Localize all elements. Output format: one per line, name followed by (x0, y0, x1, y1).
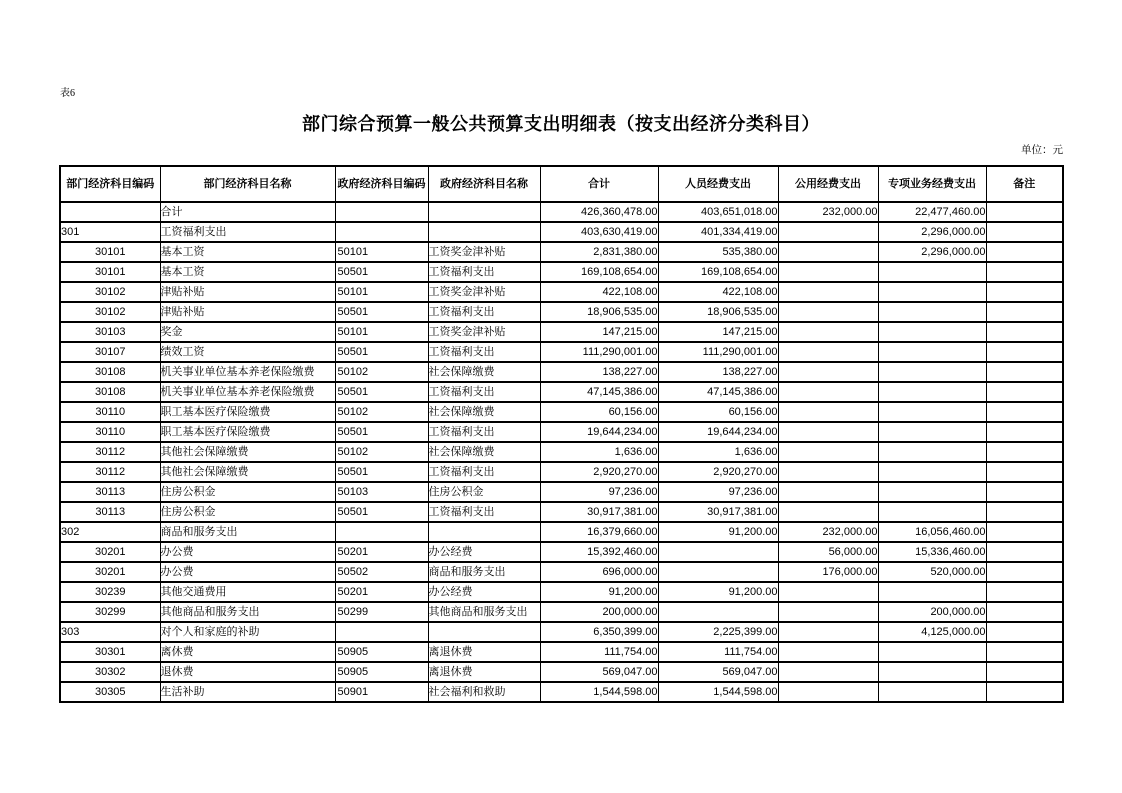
table-cell (986, 562, 1063, 582)
table-cell: 50299 (335, 602, 428, 622)
table-row (60, 382, 1063, 402)
table-cell (778, 322, 878, 342)
table-cell: 30113 (60, 502, 160, 522)
table-cell: 4,125,000.00 (878, 622, 986, 642)
table-cell (335, 222, 428, 242)
table-cell (778, 302, 878, 322)
table-cell: 津贴补贴 (160, 282, 335, 302)
table-cell (878, 662, 986, 682)
table-cell (986, 662, 1063, 682)
table-cell: 696,000.00 (540, 562, 658, 582)
table-cell: 147,215.00 (658, 322, 778, 342)
table-cell: 1,636.00 (658, 442, 778, 462)
column-header: 部门经济科目编码 (60, 166, 160, 202)
table-cell (335, 622, 428, 642)
table-cell (878, 462, 986, 482)
table-row (60, 502, 1063, 522)
table-cell (658, 542, 778, 562)
table-cell: 合计 (160, 202, 335, 222)
table-cell: 1,636.00 (540, 442, 658, 462)
table-cell (878, 262, 986, 282)
table-cell (986, 422, 1063, 442)
table-cell (778, 262, 878, 282)
table-cell: 离退休费 (428, 662, 540, 682)
table-cell (658, 562, 778, 582)
table-cell: 绩效工资 (160, 342, 335, 362)
table-cell: 22,477,460.00 (878, 202, 986, 222)
table-cell: 422,108.00 (658, 282, 778, 302)
table-cell: 30103 (60, 322, 160, 342)
table-cell: 2,831,380.00 (540, 242, 658, 262)
table-cell: 其他商品和服务支出 (428, 602, 540, 622)
table-cell: 商品和服务支出 (428, 562, 540, 582)
table-row (60, 682, 1063, 702)
table-cell: 169,108,654.00 (658, 262, 778, 282)
table-cell: 30239 (60, 582, 160, 602)
table-cell: 1,544,598.00 (540, 682, 658, 702)
table-cell: 303 (60, 622, 160, 642)
table-cell: 91,200.00 (658, 582, 778, 602)
table-cell: 422,108.00 (540, 282, 658, 302)
table-cell: 18,906,535.00 (540, 302, 658, 322)
table-cell: 47,145,386.00 (658, 382, 778, 402)
table-cell: 6,350,399.00 (540, 622, 658, 642)
table-cell: 50201 (335, 582, 428, 602)
table-cell: 2,225,399.00 (658, 622, 778, 642)
table-row (60, 362, 1063, 382)
table-cell: 基本工资 (160, 242, 335, 262)
table-cell: 30112 (60, 462, 160, 482)
table-cell (986, 442, 1063, 462)
table-cell (986, 382, 1063, 402)
table-cell: 97,236.00 (540, 482, 658, 502)
column-header: 部门经济科目名称 (160, 166, 335, 202)
table-cell: 401,334,419.00 (658, 222, 778, 242)
table-cell (428, 622, 540, 642)
table-cell (986, 302, 1063, 322)
table-row (60, 482, 1063, 502)
table-cell: 30107 (60, 342, 160, 362)
table-row (60, 582, 1063, 602)
table-cell: 退休费 (160, 662, 335, 682)
table-row (60, 222, 1063, 242)
table-cell: 50201 (335, 542, 428, 562)
table-row (60, 282, 1063, 302)
table-cell (778, 442, 878, 462)
table-cell (778, 662, 878, 682)
table-cell: 基本工资 (160, 262, 335, 282)
table-cell (986, 522, 1063, 542)
table-cell: 其他社会保障缴费 (160, 462, 335, 482)
table-cell: 2,296,000.00 (878, 242, 986, 262)
table-cell (986, 322, 1063, 342)
table-cell: 30301 (60, 642, 160, 662)
table-cell: 工资奖金津补贴 (428, 322, 540, 342)
table-cell: 302 (60, 522, 160, 542)
table-cell: 其他社会保障缴费 (160, 442, 335, 462)
table-cell: 91,200.00 (658, 522, 778, 542)
table-cell: 50101 (335, 242, 428, 262)
unit-note: 单位：元 (1021, 145, 1063, 156)
table-cell: 工资福利支出 (428, 382, 540, 402)
table-cell: 住房公积金 (160, 502, 335, 522)
table-cell: 50501 (335, 462, 428, 482)
table-cell: 520,000.00 (878, 562, 986, 582)
table-row (60, 442, 1063, 462)
table-cell: 职工基本医疗保险缴费 (160, 422, 335, 442)
table-cell: 办公经费 (428, 542, 540, 562)
table-cell: 工资奖金津补贴 (428, 282, 540, 302)
table-row (60, 662, 1063, 682)
table-cell: 176,000.00 (778, 562, 878, 582)
table-cell: 社会保障缴费 (428, 362, 540, 382)
header-row (60, 166, 1063, 202)
column-header: 政府经济科目名称 (428, 166, 540, 202)
table-cell: 50501 (335, 422, 428, 442)
table-cell: 30108 (60, 382, 160, 402)
table-cell (986, 582, 1063, 602)
table-cell: 50102 (335, 442, 428, 462)
table-cell (986, 242, 1063, 262)
table-row (60, 522, 1063, 542)
table-cell: 569,047.00 (658, 662, 778, 682)
table-cell: 18,906,535.00 (658, 302, 778, 322)
table-cell: 离休费 (160, 642, 335, 662)
table-cell (986, 682, 1063, 702)
column-header: 政府经济科目编码 (335, 166, 428, 202)
table-cell: 111,754.00 (658, 642, 778, 662)
table-cell: 60,156.00 (540, 402, 658, 422)
table-cell: 30,917,381.00 (658, 502, 778, 522)
table-cell: 职工基本医疗保险缴费 (160, 402, 335, 422)
table-cell (986, 462, 1063, 482)
table-cell: 50103 (335, 482, 428, 502)
table-cell: 社会保障缴费 (428, 402, 540, 422)
table-cell (878, 502, 986, 522)
table-cell (778, 402, 878, 422)
table-cell: 工资福利支出 (428, 502, 540, 522)
table-cell: 111,290,001.00 (658, 342, 778, 362)
table-cell (778, 482, 878, 502)
table-cell (878, 302, 986, 322)
table-cell (658, 602, 778, 622)
table-cell: 30108 (60, 362, 160, 382)
table-cell (986, 602, 1063, 622)
table-cell: 30113 (60, 482, 160, 502)
column-header: 公用经费支出 (778, 166, 878, 202)
table-cell: 50101 (335, 282, 428, 302)
table-cell: 232,000.00 (778, 202, 878, 222)
table-cell (778, 682, 878, 702)
table-row (60, 422, 1063, 442)
table-cell (778, 282, 878, 302)
table-cell: 19,644,234.00 (658, 422, 778, 442)
table-cell (335, 522, 428, 542)
table-cell: 社会保障缴费 (428, 442, 540, 462)
table-cell (878, 362, 986, 382)
table-cell: 30201 (60, 562, 160, 582)
table-cell: 办公费 (160, 562, 335, 582)
table-row (60, 622, 1063, 642)
table-cell (986, 282, 1063, 302)
table-cell (778, 462, 878, 482)
table-cell (778, 622, 878, 642)
table-cell: 对个人和家庭的补助 (160, 622, 335, 642)
table-cell (778, 222, 878, 242)
table-cell: 50501 (335, 302, 428, 322)
table-cell: 30,917,381.00 (540, 502, 658, 522)
table-cell: 97,236.00 (658, 482, 778, 502)
table-cell: 111,290,001.00 (540, 342, 658, 362)
table-cell (986, 622, 1063, 642)
table-cell: 50101 (335, 322, 428, 342)
table-row (60, 242, 1063, 262)
table-cell: 138,227.00 (658, 362, 778, 382)
table-cell: 91,200.00 (540, 582, 658, 602)
table-cell (878, 682, 986, 702)
table-cell: 住房公积金 (160, 482, 335, 502)
budget-table (59, 165, 1064, 703)
table-row (60, 302, 1063, 322)
table-cell: 30102 (60, 302, 160, 322)
table-cell (986, 482, 1063, 502)
table-cell: 50901 (335, 682, 428, 702)
table-cell: 47,145,386.00 (540, 382, 658, 402)
table-cell: 15,336,460.00 (878, 542, 986, 562)
table-cell: 50102 (335, 362, 428, 382)
table-cell: 工资福利支出 (160, 222, 335, 242)
table-cell: 50905 (335, 662, 428, 682)
table-cell: 30112 (60, 442, 160, 462)
table-row (60, 342, 1063, 362)
table-cell (986, 502, 1063, 522)
table-cell: 奖金 (160, 322, 335, 342)
table-cell: 147,215.00 (540, 322, 658, 342)
table-cell (878, 382, 986, 402)
table-cell: 30305 (60, 682, 160, 702)
table-cell: 社会福利和救助 (428, 682, 540, 702)
table-cell: 30102 (60, 282, 160, 302)
table-cell: 50501 (335, 502, 428, 522)
table-cell: 15,392,460.00 (540, 542, 658, 562)
table-cell: 2,920,270.00 (658, 462, 778, 482)
table-cell (878, 282, 986, 302)
table-cell (878, 482, 986, 502)
table-cell (986, 362, 1063, 382)
table-cell: 169,108,654.00 (540, 262, 658, 282)
table-cell: 工资福利支出 (428, 342, 540, 362)
table-cell (60, 202, 160, 222)
table-cell: 工资福利支出 (428, 422, 540, 442)
table-cell: 30101 (60, 242, 160, 262)
table-cell: 30101 (60, 262, 160, 282)
table-row (60, 562, 1063, 582)
table-cell: 商品和服务支出 (160, 522, 335, 542)
table-cell: 232,000.00 (778, 522, 878, 542)
table-cell: 138,227.00 (540, 362, 658, 382)
table-cell: 工资福利支出 (428, 262, 540, 282)
table-cell (986, 342, 1063, 362)
table-cell: 30201 (60, 542, 160, 562)
table-cell: 工资福利支出 (428, 462, 540, 482)
table-cell: 津贴补贴 (160, 302, 335, 322)
table-cell: 301 (60, 222, 160, 242)
table-cell (778, 502, 878, 522)
table-cell: 403,651,018.00 (658, 202, 778, 222)
table-cell: 56,000.00 (778, 542, 878, 562)
table-cell: 办公费 (160, 542, 335, 562)
table-cell: 工资奖金津补贴 (428, 242, 540, 262)
table-cell: 机关事业单位基本养老保险缴费 (160, 362, 335, 382)
table-cell (778, 382, 878, 402)
table-cell (986, 262, 1063, 282)
table-cell: 426,360,478.00 (540, 202, 658, 222)
column-header: 专项业务经费支出 (878, 166, 986, 202)
table-cell: 535,380.00 (658, 242, 778, 262)
table-cell: 住房公积金 (428, 482, 540, 502)
table-cell: 200,000.00 (878, 602, 986, 622)
table-cell (428, 202, 540, 222)
table-cell: 2,920,270.00 (540, 462, 658, 482)
table-cell (878, 642, 986, 662)
table-cell (428, 222, 540, 242)
table-cell (878, 322, 986, 342)
table-cell (986, 402, 1063, 422)
table-cell (778, 242, 878, 262)
table-cell: 机关事业单位基本养老保险缴费 (160, 382, 335, 402)
table-cell: 30302 (60, 662, 160, 682)
table-cell (878, 582, 986, 602)
table-cell: 其他商品和服务支出 (160, 602, 335, 622)
table-cell (335, 202, 428, 222)
table-number-label: 表6 (60, 88, 75, 99)
table-cell: 50905 (335, 642, 428, 662)
table-cell (878, 442, 986, 462)
table-cell: 16,379,660.00 (540, 522, 658, 542)
table-cell: 111,754.00 (540, 642, 658, 662)
table-cell: 30110 (60, 422, 160, 442)
table-cell: 19,644,234.00 (540, 422, 658, 442)
table-row (60, 602, 1063, 622)
table-row (60, 402, 1063, 422)
table-cell (878, 422, 986, 442)
column-header: 备注 (986, 166, 1063, 202)
table-cell (778, 602, 878, 622)
table-cell: 1,544,598.00 (658, 682, 778, 702)
table-cell: 工资福利支出 (428, 302, 540, 322)
table-row (60, 202, 1063, 222)
page-title: 部门综合预算一般公共预算支出明细表（按支出经济分类科目） (302, 114, 820, 134)
table-cell: 50501 (335, 262, 428, 282)
column-header: 人员经费支出 (658, 166, 778, 202)
table-cell: 60,156.00 (658, 402, 778, 422)
table-cell (778, 342, 878, 362)
table-cell: 30299 (60, 602, 160, 622)
table-cell (778, 582, 878, 602)
table-cell (986, 222, 1063, 242)
table-cell: 离退休费 (428, 642, 540, 662)
table-cell: 569,047.00 (540, 662, 658, 682)
table-cell: 2,296,000.00 (878, 222, 986, 242)
table-row (60, 542, 1063, 562)
table-cell: 16,056,460.00 (878, 522, 986, 542)
table-cell: 生活补助 (160, 682, 335, 702)
table-cell: 50502 (335, 562, 428, 582)
table-row (60, 262, 1063, 282)
column-header: 合计 (540, 166, 658, 202)
table-cell: 200,000.00 (540, 602, 658, 622)
table-cell: 403,630,419.00 (540, 222, 658, 242)
table-cell (986, 642, 1063, 662)
table-cell: 其他交通费用 (160, 582, 335, 602)
table-row (60, 462, 1063, 482)
table-cell: 50501 (335, 382, 428, 402)
table-cell: 50501 (335, 342, 428, 362)
table-cell (778, 362, 878, 382)
table-cell (986, 542, 1063, 562)
table-row (60, 322, 1063, 342)
table-cell: 30110 (60, 402, 160, 422)
table-cell (878, 402, 986, 422)
table-cell (986, 202, 1063, 222)
table-cell (778, 642, 878, 662)
table-cell: 50102 (335, 402, 428, 422)
table-cell (778, 422, 878, 442)
table-cell (878, 342, 986, 362)
table-cell: 办公经费 (428, 582, 540, 602)
table-row (60, 642, 1063, 662)
table-cell (428, 522, 540, 542)
